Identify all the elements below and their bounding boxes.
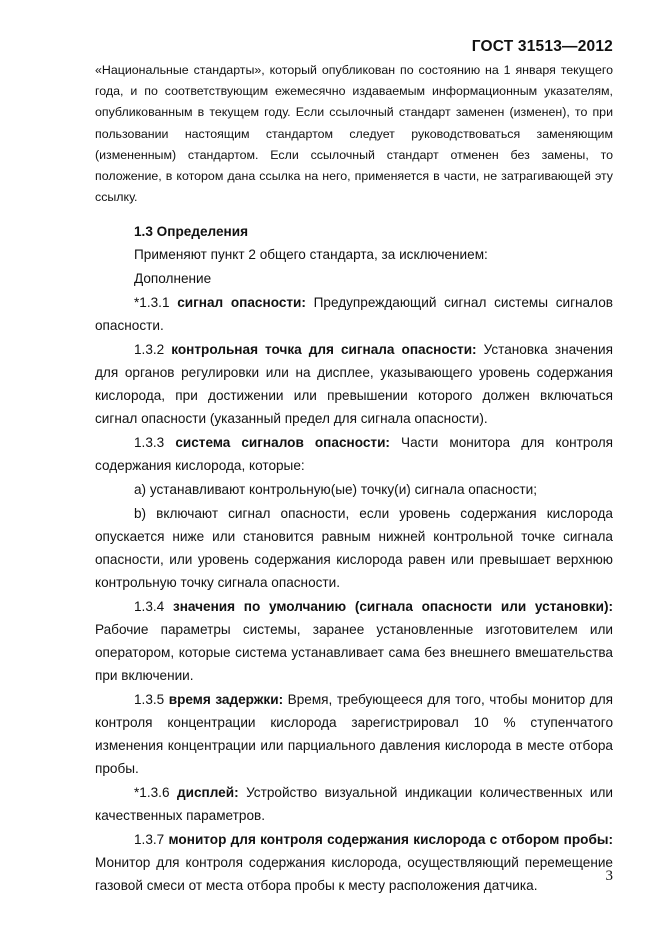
- definition-term: дисплей:: [176, 785, 239, 801]
- definition-number: *1.3.6: [134, 785, 177, 801]
- definition-term: контрольная точка для сигнала опасности:: [171, 342, 477, 358]
- definition-text: Устройство визуальной индикации количественных или качественных параметров.: [95, 785, 613, 824]
- definition-text: Предупреждающий сигнал системы сигналов опасности.: [95, 295, 613, 334]
- definition-1-3-4: [95, 595, 613, 687]
- page-content: [95, 60, 613, 898]
- definition-text: Монитор для контроля содержания кислорода, осуществляющий перемещение газовой смеси от места отбора пробы к месту расположения датчика.: [95, 855, 613, 894]
- definition-number: 1.3.5: [134, 692, 169, 708]
- definition-term: значения по умолчанию (сигнала опасности или установки):: [172, 599, 613, 615]
- definition-1-3-3: [95, 431, 613, 477]
- definition-1-3-2: [95, 338, 613, 430]
- definition-number: 1.3.3: [134, 435, 176, 451]
- section-addition: Дополнение: [134, 271, 212, 287]
- definition-1-3-3-item-a: а) устанавливают контрольную(ые) точку(и) сигнала опасности;: [134, 482, 538, 498]
- definition-1-3-6: [95, 781, 613, 827]
- definition-term: сигнал опасности:: [177, 295, 306, 311]
- section-title: 1.3 Определения: [134, 224, 249, 240]
- definition-number: 1.3.2: [134, 342, 172, 358]
- definition-text: Время, требующееся для того, чтобы монитор для контроля концентрации кислорода зарегистрировал 10 % ступенчатого изменения концентрации или парциального давления кислорода в месте отбора пробы.: [95, 692, 613, 777]
- definition-number: 1.3.7: [134, 832, 169, 848]
- definition-term: система сигналов опасности:: [175, 435, 390, 451]
- definition-text: Рабочие параметры системы, заранее установленные изготовителем или оператором, которые система устанавливает сама без внешнего вмешательства при включении.: [95, 622, 613, 684]
- definition-text: Части монитора для контроля содержания кислорода, которые:: [95, 435, 614, 474]
- page-number: 3: [605, 868, 613, 884]
- intro-paragraph: «Национальные стандарты», который опубликован по состоянию на 1 января текущего года, и по соответствующим ежемесячно издаваемым информационным указателям, опубликованным в текущем году. Если ссылочный стандарт заменен (изменен), то при пользовании настоящим стандартом следует руководствоваться заменяющим (измененным) стандартом. Если ссылочный стандарт отменен без замены, то положение, в котором дана ссылка на него, применяется в части, не затрагивающей эту ссылку.: [95, 63, 613, 205]
- section-applies: Применяют пункт 2 общего стандарта, за исключением:: [134, 247, 488, 263]
- document-header: ГОСТ 31513—2012: [471, 38, 613, 55]
- definition-term: время задержки:: [168, 692, 284, 708]
- definition-1-3-5: [95, 688, 613, 780]
- definition-number: *1.3.1: [134, 295, 178, 311]
- definition-1-3-7: [95, 828, 613, 897]
- definition-text: Установка значения для органов регулировки или на дисплее, указывающего уровень содержания кислорода, при достижении или превышении которого должен включаться сигнал опасности (указанный предел для сигнала опасности).: [95, 342, 613, 427]
- definition-number: 1.3.4: [134, 599, 173, 615]
- definition-1-3-3-item-b: b) включают сигнал опасности, если уровень содержания кислорода опускается ниже или становится равным нижней контрольной точке сигнала опасности, или уровень содержания кислорода равен или превышает верхнюю контрольную точку сигнала опасности.: [95, 506, 613, 591]
- definition-term: монитор для контроля содержания кислорода с отбором пробы:: [168, 832, 613, 848]
- definition-1-3-1: [95, 291, 613, 337]
